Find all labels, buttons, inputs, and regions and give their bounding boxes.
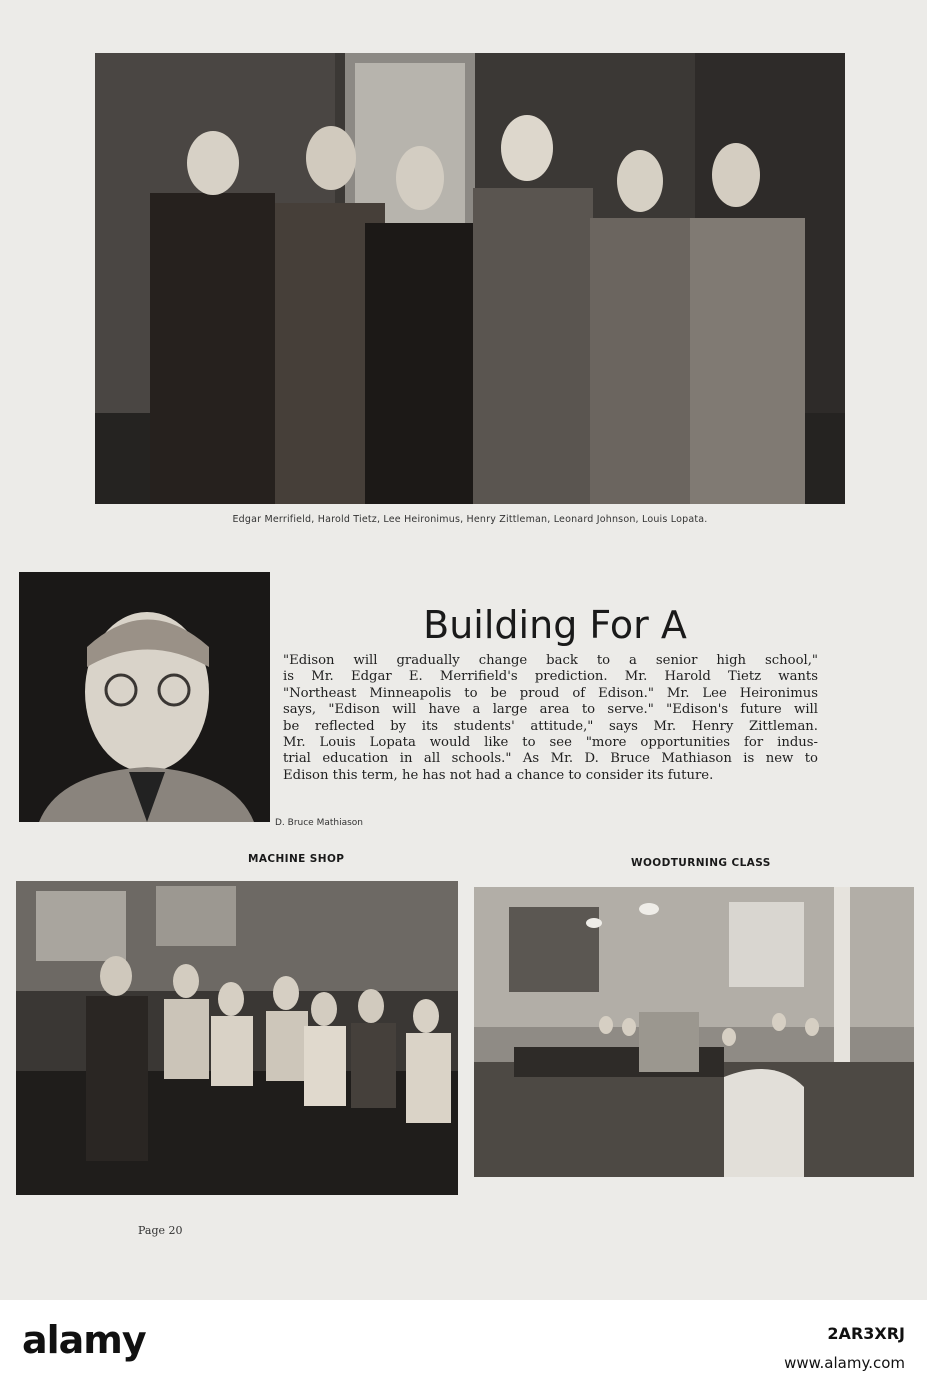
brand-logo: alamy — [22, 1318, 146, 1362]
page-number: Page 20 — [138, 1224, 183, 1237]
faculty-group-photo — [95, 53, 845, 504]
image-id: 2AR3XRJ — [827, 1324, 905, 1343]
portrait-photo — [19, 572, 270, 822]
portrait-caption: D. Bruce Mathiason — [275, 818, 364, 828]
woodturning-photo — [474, 887, 914, 1177]
article-line: "Northeast Minneapolis to be proud of Edison." Mr. Lee Heironimus — [283, 685, 818, 701]
article-line: Edison this term, he has not had a chance to consider its future. — [283, 767, 714, 783]
article-line: Mr. Louis Lopata would like to see "more opportunities for indus- — [283, 735, 818, 751]
faculty-photo-caption: Edgar Merrifield, Harold Tietz, Lee Heironimus, Henry Zittleman, Leonard Johnson, Louis Lopata. — [232, 514, 708, 525]
article-line: trial education in all schools." As Mr. D. Bruce Mathiason is new to — [283, 751, 818, 767]
article-line: says, "Edison will have a large area to serve." "Edison's future will — [283, 702, 818, 718]
article-body — [283, 653, 818, 784]
machine-shop-label: MACHINE SHOP — [248, 853, 345, 865]
woodturning-label: WOODTURNING CLASS — [631, 857, 771, 869]
machine-shop-photo — [16, 881, 458, 1195]
article-line: is Mr. Edgar E. Merrifield's prediction. Mr. Harold Tietz wants — [283, 669, 818, 685]
article-line: be reflected by its students' attitude," says Mr. Henry Zittleman. — [283, 718, 818, 734]
article-heading: Building For A — [423, 603, 687, 648]
brand-url: www.alamy.com — [784, 1354, 905, 1372]
article-line: "Edison will gradually change back to a senior high school," — [283, 653, 818, 668]
